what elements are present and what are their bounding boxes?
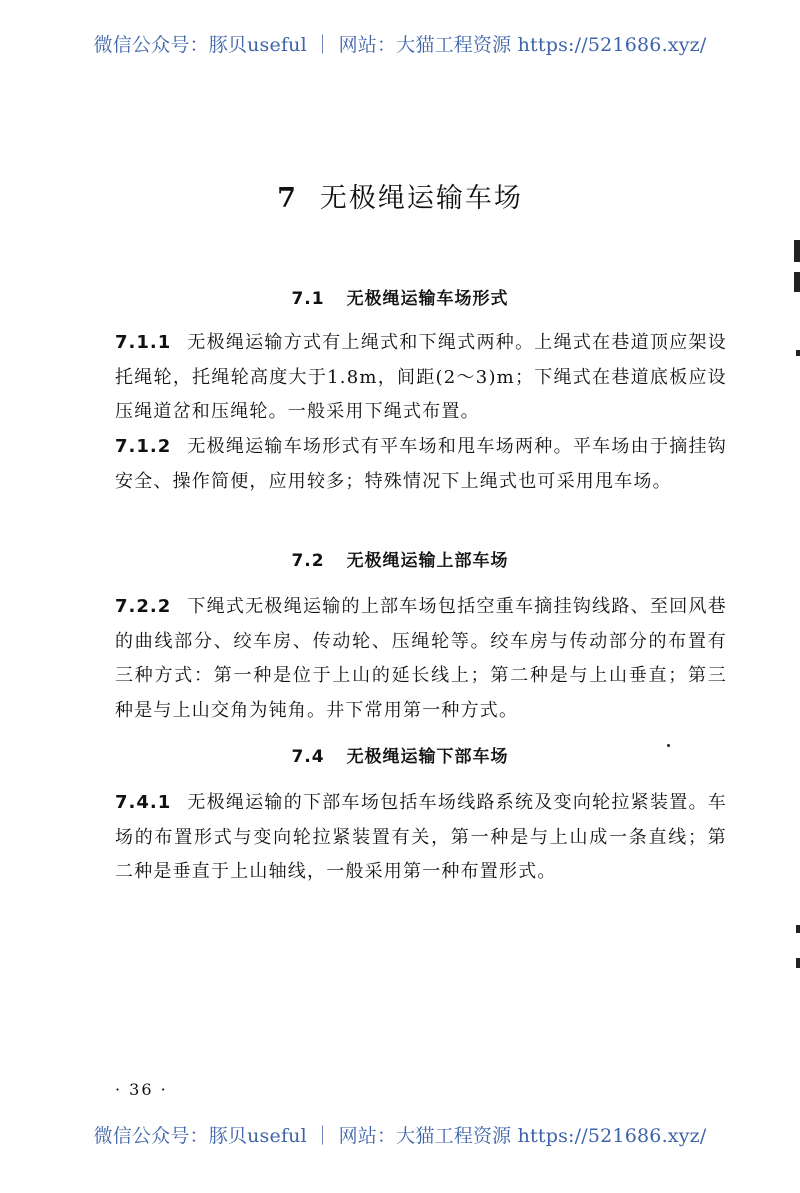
section-heading-7-4: [0, 742, 800, 767]
section-title: 无极绳运输下部车场: [346, 747, 509, 767]
section-number: 7.4: [291, 747, 325, 767]
chapter-title: [0, 176, 800, 215]
section-number: 7.2: [291, 551, 325, 571]
scan-edge-mark: [794, 240, 800, 262]
scan-speck: [667, 744, 670, 747]
page-number: · 36 ·: [115, 1080, 168, 1099]
clause-number: 7.2.2: [115, 596, 172, 617]
clause-7-4-1: [115, 786, 727, 890]
watermark-bottom: 微信公众号：豚贝useful ｜ 网站：大猫工程资源 https://521686.xyz/: [93, 1125, 707, 1147]
clause-number: 7.1.2: [115, 436, 172, 457]
clause-number: 7.1.1: [115, 332, 172, 353]
scan-edge-mark: [796, 925, 800, 933]
clause-text: 下绳式无极绳运输的上部车场包括空重车摘挂钩线路、至回风巷的曲线部分、绞车房、传动轮、压绳轮等。绞车房与传动部分的布置有三种方式：第一种是位于上山的延长线上；第二种是与上山垂直；第三种是与上山交角为钝角。井下常用第一种方式。: [115, 596, 727, 721]
scan-edge-mark: [796, 350, 800, 356]
section-title: 无极绳运输上部车场: [346, 551, 509, 571]
clause-7-2-2: [115, 590, 727, 728]
chapter-title-text: 无极绳运输车场: [319, 183, 523, 214]
clause-7-1-1: [115, 326, 727, 430]
chapter-number: 7: [277, 183, 298, 214]
section-title: 无极绳运输车场形式: [346, 289, 509, 309]
clause-text: 无极绳运输车场形式有平车场和甩车场两种。平车场由于摘挂钩安全、操作简便，应用较多；特殊情况下上绳式也可采用甩车场。: [115, 436, 727, 492]
clause-text: 无极绳运输方式有上绳式和下绳式两种。上绳式在巷道顶应架设托绳轮，托绳轮高度大于1.8m，间距(2～3)m；下绳式在巷道底板应设压绳道岔和压绳轮。一般采用下绳式布置。: [115, 332, 727, 422]
section-heading-7-1: [0, 284, 800, 309]
watermark-top: 微信公众号：豚贝useful ｜ 网站：大猫工程资源 https://521686.xyz/: [93, 34, 707, 56]
section-heading-7-2: [0, 546, 800, 571]
scan-edge-mark: [796, 958, 800, 968]
clause-7-1-2: [115, 430, 727, 499]
section-number: 7.1: [291, 289, 325, 309]
clause-number: 7.4.1: [115, 792, 172, 813]
clause-text: 无极绳运输的下部车场包括车场线路系统及变向轮拉紧装置。车场的布置形式与变向轮拉紧装置有关，第一种是与上山成一条直线；第二种是垂直于上山轴线，一般采用第一种布置形式。: [115, 792, 727, 882]
